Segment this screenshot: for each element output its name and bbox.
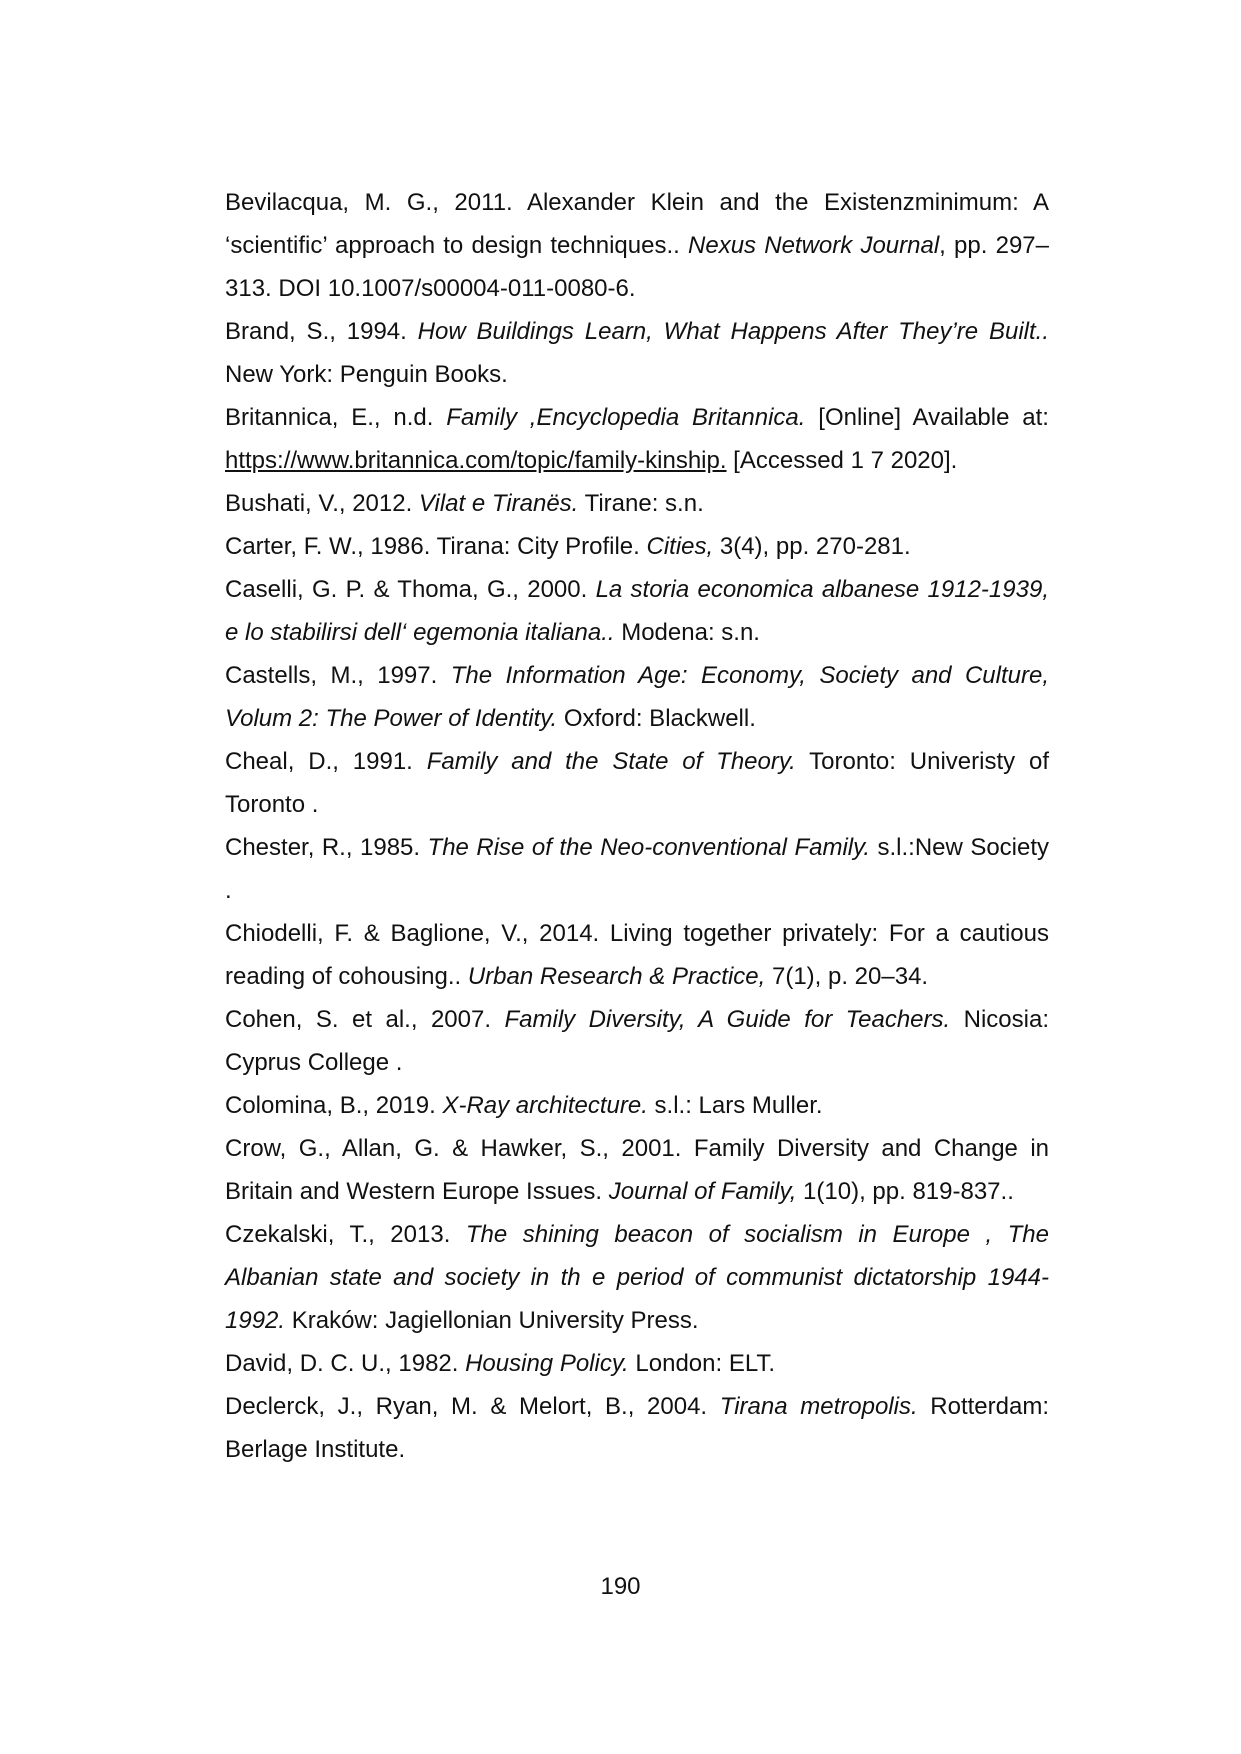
reference-title: Urban Research & Practice,: [467, 963, 766, 990]
reference-title: Family ,Encyclopedia Britannica.: [446, 404, 806, 431]
reference-entry: [225, 482, 1049, 525]
reference-text: Crow, G., Allan, G. & Hawker, S., 2001. Family Diversity and Change in Britain and Western Europe Issues.: [225, 1135, 1049, 1205]
reference-entry: [225, 1213, 1049, 1342]
reference-text: David, D. C. U., 1982.: [225, 1350, 466, 1377]
reference-text: Toronto: Univeristy of Toronto .: [225, 748, 1050, 818]
reference-title: Tirana metropolis.: [719, 1393, 918, 1420]
reference-text: 1(10), pp. 819-837..: [796, 1178, 1014, 1205]
reference-entry: [225, 1084, 1049, 1127]
reference-title: Cities,: [646, 533, 714, 560]
reference-text: , pp. 297–313. DOI 10.1007/s00004-011-0080-6.: [225, 232, 1049, 302]
reference-text: 7(1), p. 20–34.: [765, 963, 929, 990]
reference-text: Declerck, J., Ryan, M. & Melort, B., 2004.: [225, 1393, 720, 1420]
reference-title: La storia economica albanese 1912-1939, e lo stabilirsi dell‘ egemonia italiana..: [225, 576, 1049, 646]
reference-text: Brand, S., 1994.: [225, 318, 418, 345]
reference-text: Kraków: Jagiellonian University Press.: [285, 1307, 699, 1334]
reference-text: Caselli, G. P. & Thoma, G., 2000.: [225, 576, 596, 603]
reference-text: Britannica, E., n.d.: [225, 404, 447, 431]
reference-title: X-Ray architecture.: [442, 1092, 648, 1119]
reference-entry: [225, 998, 1049, 1084]
reference-text: [Accessed 1 7 2020].: [726, 447, 958, 474]
reference-entry: [225, 1385, 1049, 1471]
reference-entry: [225, 396, 1049, 482]
reference-text: Modena: s.n.: [614, 619, 760, 646]
reference-entry: [225, 1342, 1049, 1385]
reference-title: Family Diversity, A Guide for Teachers.: [504, 1006, 951, 1033]
reference-text: Cohen, S. et al., 2007.: [225, 1006, 505, 1033]
reference-title: Journal of Family,: [608, 1178, 797, 1205]
reference-text: Castells, M., 1997.: [225, 662, 451, 689]
reference-text: Chester, R., 1985.: [225, 834, 428, 861]
reference-text: Carter, F. W., 1986. Tirana: City Profile.: [225, 533, 647, 560]
reference-list: [225, 181, 1049, 1471]
reference-text: New York: Penguin Books.: [225, 361, 508, 388]
reference-title: The Information Age: Economy, Society and Culture, Volum 2: The Power of Identity.: [225, 662, 1049, 732]
reference-text: Oxford: Blackwell.: [557, 705, 756, 732]
reference-entry: [225, 568, 1049, 654]
reference-text: Cheal, D., 1991.: [225, 748, 427, 775]
reference-text: Bushati, V., 2012.: [225, 490, 419, 517]
reference-title: Nexus Network Journal: [688, 232, 940, 259]
reference-text: Bevilacqua, M. G., 2011. Alexander Klein and the Existenzminimum: A ‘scientific’ approach to design techniques..: [225, 189, 1049, 259]
reference-title: How Buildings Learn, What Happens After They’re Built..: [417, 318, 1050, 345]
reference-title: The Rise of the Neo-conventional Family.: [427, 834, 871, 861]
reference-text: 3(4), pp. 270-281.: [713, 533, 911, 560]
reference-entry: [225, 740, 1049, 826]
reference-entry: [225, 912, 1049, 998]
page-number: 190: [600, 1573, 641, 1600]
reference-text: Nicosia: Cyprus College .: [225, 1006, 1049, 1076]
reference-text: Tirane: s.n.: [578, 490, 704, 517]
reference-entry: [225, 1127, 1049, 1213]
reference-text: Colomina, B., 2019.: [225, 1092, 443, 1119]
reference-text: s.l.:New Society .: [225, 834, 1050, 904]
reference-text: London: ELT.: [628, 1350, 776, 1377]
reference-url-link[interactable]: https://www.britannica.com/topic/family-kinship.: [225, 447, 727, 474]
reference-title: The shining beacon of socialism in Europe , The Albanian state and society in th e period of communist dictatorship 1944-1992.: [225, 1221, 1049, 1334]
reference-entry: [225, 310, 1049, 396]
reference-text: Rotterdam: Berlage Institute.: [225, 1393, 1049, 1463]
reference-title: Vilat e Tiranës.: [418, 490, 579, 517]
reference-text: s.l.: Lars Muller.: [647, 1092, 823, 1119]
reference-text: [Online] Available at:: [805, 404, 1049, 431]
reference-title: Housing Policy.: [465, 1350, 629, 1377]
reference-text: Chiodelli, F. & Baglione, V., 2014. Living together privately: For a cautious reading of cohousing..: [225, 920, 1049, 990]
reference-text: Czekalski, T., 2013.: [225, 1221, 466, 1248]
reference-entry: [225, 181, 1049, 310]
reference-entry: [225, 826, 1049, 912]
reference-entry: [225, 525, 1049, 568]
reference-entry: [225, 654, 1049, 740]
reference-title: Family and the State of Theory.: [426, 748, 796, 775]
